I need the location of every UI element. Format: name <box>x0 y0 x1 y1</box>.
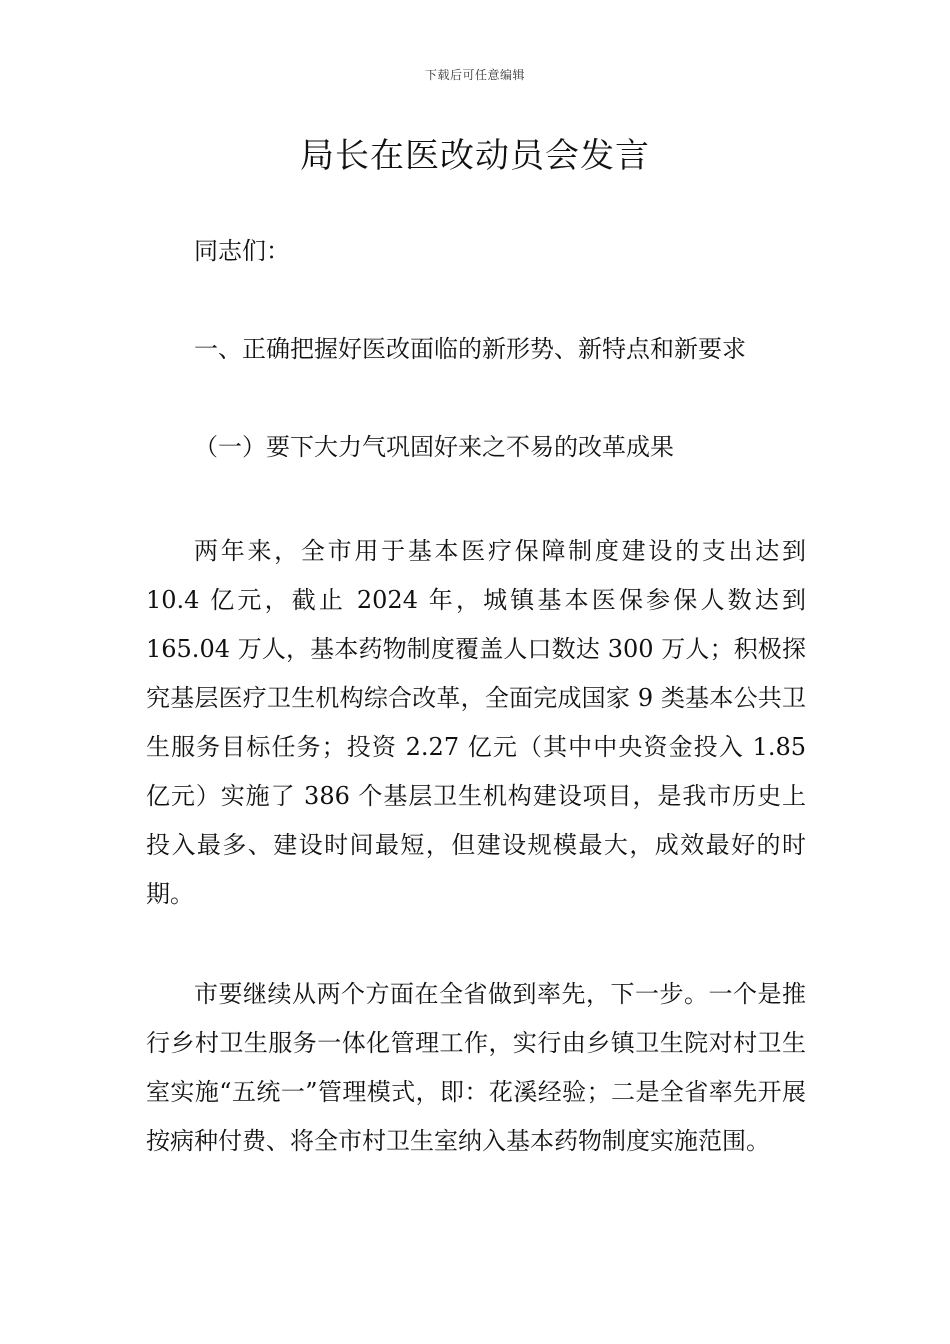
header-note: 下载后可任意编辑 <box>424 68 525 82</box>
subsection-heading: （一）要下大力气巩固好来之不易的改革成果 <box>194 433 674 461</box>
body-paragraph: 市要继续从两个方面在全省做到率先，下一步。一个是推行乡村卫生服务一体化管理工作，实行由乡镇卫生院对村卫生室实施“五统一”管理模式，即：花溪经验；二是全省率先开展按病种付费、将全市村卫生室纳入基本药物制度实施范围。 <box>146 980 806 1155</box>
body-paragraph: 两年来，全市用于基本医疗保障制度建设的支出达到 10.4 亿元，截止 2024 年，城镇基本医保参保人数达到 165.04 万人，基本药物制度覆盖人口数达 300 万人；积极探究基层医疗卫生机构综合改革，全面完成国家 9 类基本公共卫生服务目标任务；投资 2.27 亿元（其中中央资金投入 1.85 亿元）实施了 386 个基层卫生机构建设项目，是我市历史上投入最多、建设时间最短，但建设规模最大，成效最好的时期。 <box>146 537 806 908</box>
document-title: 局长在医改动员会发言 <box>300 136 650 176</box>
section-heading: 一、正确把握好医改面临的新形势、新特点和新要求 <box>194 335 746 363</box>
salutation: 同志们： <box>194 237 290 265</box>
